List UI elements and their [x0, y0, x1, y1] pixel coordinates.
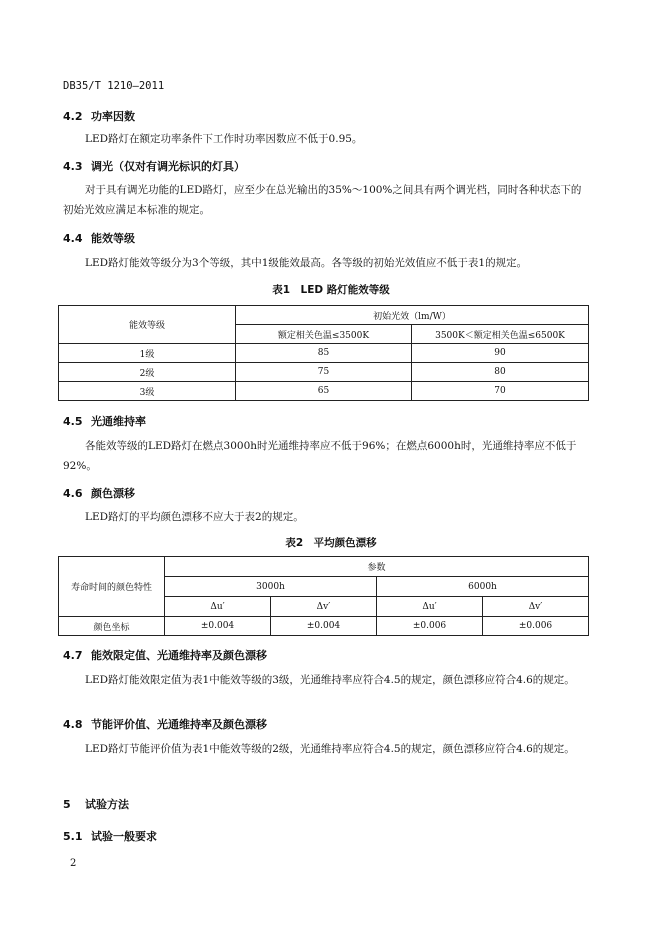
section-4-3-text: 对于具有调光功能的LED路灯，应至少在总光输出的35%～100%之间具有两个调光档，同时各种状态下的初始光效应满足本标准的规定。 [63, 184, 582, 216]
table-cell: ±0.006 [377, 617, 483, 636]
table-cell: 90 [412, 344, 589, 363]
table-cell: 75 [236, 363, 412, 382]
table1-subheader-low-cct: 额定相关色温≤3500K [236, 325, 412, 344]
section-5-heading: 5 试验方法 [63, 798, 129, 811]
document-header: DB35/T 1210—2011 [63, 80, 165, 92]
table-row [59, 617, 589, 636]
table-cell: ±0.006 [483, 617, 589, 636]
section-4-4-heading: 4.4 能效等级 [63, 232, 135, 245]
section-4-7-text: LED路灯能效限定值为表1中能效等级的3级，光通维持率应符合4.5的规定，颜色漂移应符合4.6的规定。 [85, 674, 575, 686]
section-4-8-heading: 4.8 节能评价值、光通维持率及颜色漂移 [63, 718, 267, 731]
section-4-7-heading: 4.7 能效限定值、光通维持率及颜色漂移 [63, 649, 267, 662]
table2-subheader-dv: Δv′ [483, 597, 589, 617]
table-row [59, 382, 589, 401]
section-4-2-heading: 4.2 功率因数 [63, 110, 135, 123]
page-number: 2 [70, 858, 77, 869]
section-4-2-text: LED路灯在额定功率条件下工作时功率因数应不低于0.95。 [85, 133, 363, 145]
energy-efficiency-table [58, 305, 589, 401]
table-cell: 70 [412, 382, 589, 401]
section-4-4-text: LED路灯能效等级分为3个等级，其中1级能效最高。各等级的初始光效值应不低于表1的规定。 [85, 257, 528, 269]
table-cell: 1级 [59, 344, 236, 363]
table2-header-3000h: 3000h [165, 577, 377, 597]
section-5-1-heading: 5.1 试验一般要求 [63, 830, 157, 843]
table2-subheader-dv: Δv′ [271, 597, 377, 617]
table-cell: ±0.004 [165, 617, 271, 636]
section-4-6-text: LED路灯的平均颜色漂移不应大于表2的规定。 [85, 511, 304, 523]
table-cell: 85 [236, 344, 412, 363]
table1-subheader-high-cct: 3500K＜额定相关色温≤6500K [412, 325, 589, 344]
table1-header-efficacy: 初始光效（lm/W） [236, 306, 589, 325]
table-cell: 2级 [59, 363, 236, 382]
table-row [59, 363, 589, 382]
table2-subheader-du: Δu′ [377, 597, 483, 617]
table1-caption: 表1 LED 路灯能效等级 [272, 284, 390, 296]
color-shift-table [58, 556, 589, 636]
table2-subheader-du: Δu′ [165, 597, 271, 617]
section-4-3-heading: 4.3 调光（仅对有调光标识的灯具） [63, 160, 245, 173]
table-cell: ±0.004 [271, 617, 377, 636]
table2-header-params: 参数 [165, 557, 589, 577]
section-4-6-heading: 4.6 颜色漂移 [63, 487, 135, 500]
table-row [59, 344, 589, 363]
table-cell: 80 [412, 363, 589, 382]
table2-header-characteristic: 寿命时间的颜色特性 [59, 557, 165, 617]
section-4-5-text: 各能效等级的LED路灯在燃点3000h时光通维持率应不低于96%；在燃点6000h时，光通维持率应不低于92%。 [63, 440, 577, 472]
section-4-8-text: LED路灯节能评价值为表1中能效等级的2级，光通维持率应符合4.5的规定，颜色漂移应符合4.6的规定。 [85, 743, 575, 755]
table2-header-6000h: 6000h [377, 577, 589, 597]
table2-caption: 表2 平均颜色漂移 [285, 537, 377, 549]
table1-header-grade: 能效等级 [59, 306, 236, 344]
table-cell: 颜色坐标 [59, 617, 165, 636]
section-4-5-heading: 4.5 光通维持率 [63, 415, 146, 428]
table-cell: 65 [236, 382, 412, 401]
table-cell: 3级 [59, 382, 236, 401]
